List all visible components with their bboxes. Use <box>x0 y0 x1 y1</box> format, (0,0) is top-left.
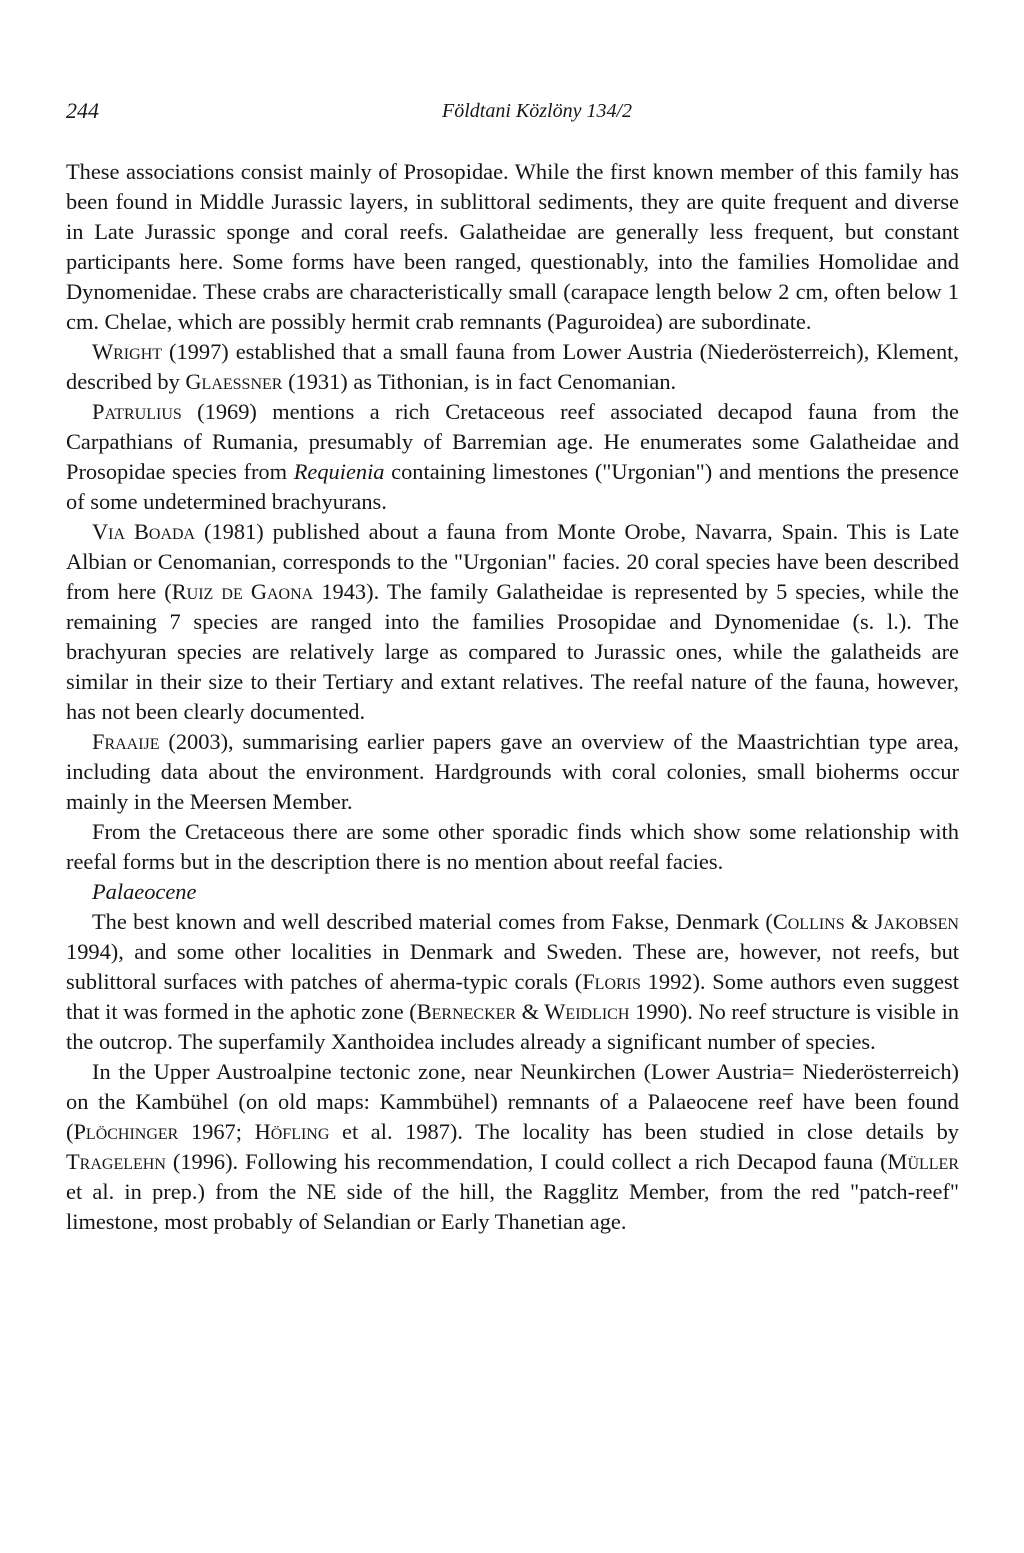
paragraph-carpathians: Patrulius (1969) mentions a rich Cretaceous reef associated decapod fauna from the Carpathians of Rumania, presumably of Barremian age. He enumerates some Galatheidae and Prosopidae species from Requienia containing limestones ("Urgonian") and mentions the presence of some undetermined brachyurans. <box>66 399 959 514</box>
author-citation: Fraaije <box>92 729 160 754</box>
paragraph-sporadic-finds: From the Cretaceous there are some other sporadic finds which show some relationship with reefal forms but in the description there is no mention about reefal facies. <box>66 819 959 874</box>
paragraph-prosopidae: These associations consist mainly of Prosopidae. While the first known member of this family has been found in Middle Jurassic layers, in sublittoral sediments, they are quite frequent and diverse in Late Jurassic sponge and coral reefs. Galatheidae are generally less frequent, but constant participants here. Some forms have been ranged, questionably, into the families Homolidae and Dynomenidae. These crabs are characteristically small (carapace length below 2 cm, often below 1 cm. Chelae, which are possibly hermit crab remnants (Paguroidea) are subordinate. <box>66 159 959 334</box>
running-header <box>66 98 959 128</box>
author-citation: Tragelehn <box>66 1149 166 1174</box>
journal-title: Földtani Közlöny 134/2 <box>442 100 632 122</box>
author-citation: Patrulius <box>92 399 182 424</box>
article-body <box>66 157 959 1237</box>
paragraph-cretaceous-reef: Wright (1997) established that a small fauna from Lower Austria (Niederösterreich), Klement, described by Glaessner (1931) as Tithonian, is in fact Cenomanian. <box>66 339 959 394</box>
author-citation: Via Boada <box>92 519 196 544</box>
author-citation: Collins & Jakobsen <box>772 909 959 934</box>
author-citation: Höfling <box>254 1119 330 1144</box>
section-heading: Palaeocene <box>92 879 197 904</box>
author-citation: Glaessner <box>185 369 283 394</box>
paragraph-maastrichtian: Fraaije (2003), summarising earlier papers gave an overview of the Maastrichtian type area, including data about the environment. Hardgrounds with coral colonies, small bioherms occur mainly in the Meersen Member. <box>66 729 959 814</box>
paragraph-monte-orobe: Via Boada (1981) published about a fauna from Monte Orobe, Navarra, Spain. This is Late Albian or Cenomanian, corresponds to the "Urgonian" facies. 20 coral species have been described from here (Ruiz de Gaona 1943). The family Galatheidae is represented by 5 species, while the remaining 7 species are ranged into the families Prosopidae and Dynomenidae (s. l.). The brachyuran species are relatively large as compared to Jurassic ones, while the galatheids are similar in their size to their Tertiary and extant relatives. The reefal nature of the fauna, however, has not been clearly documented. <box>66 519 960 724</box>
page-number: 244 <box>66 98 99 123</box>
author-citation: Müller <box>887 1149 959 1174</box>
author-citation: Wright <box>92 339 163 364</box>
author-citation: Floris <box>582 969 641 994</box>
genus-name: Requienia <box>293 459 385 484</box>
author-citation: Ruiz de Gaona <box>171 579 314 604</box>
paragraph-kambuhel: In the Upper Austroalpine tectonic zone, near Neunkirchen (Lower Austria= Niederösterreich) on the Kambühel (on old maps: Kammbühel) remnants of a Palaeocene reef have been found (Plöchinger 1967; Höfling et al. 1987). The locality has been studied in close details by Tragelehn (1996). Following his recommendation, I could collect a rich Decapod fauna (Müller et al. in prep.) from the NE side of the hill, the Ragglitz Member, from the red "patch-reef" limestone, most probably of Selandian or Early Thanetian age. <box>66 1059 960 1234</box>
author-citation: Plöchinger <box>73 1119 179 1144</box>
author-citation: Bernecker & Weidlich <box>416 999 630 1024</box>
paragraph-fakse: The best known and well described material comes from Fakse, Denmark (Collins & Jakobsen 1994), and some other localities in Denmark and Sweden. These are, however, not reefs, but sublittoral surfaces with patches of aherma-typic corals (Floris 1992). Some authors even suggest that it was formed in the aphotic zone (Bernecker & Weidlich 1990). No reef structure is visible in the outcrop. The superfamily Xanthoidea includes already a significant number of species. <box>66 909 959 1054</box>
